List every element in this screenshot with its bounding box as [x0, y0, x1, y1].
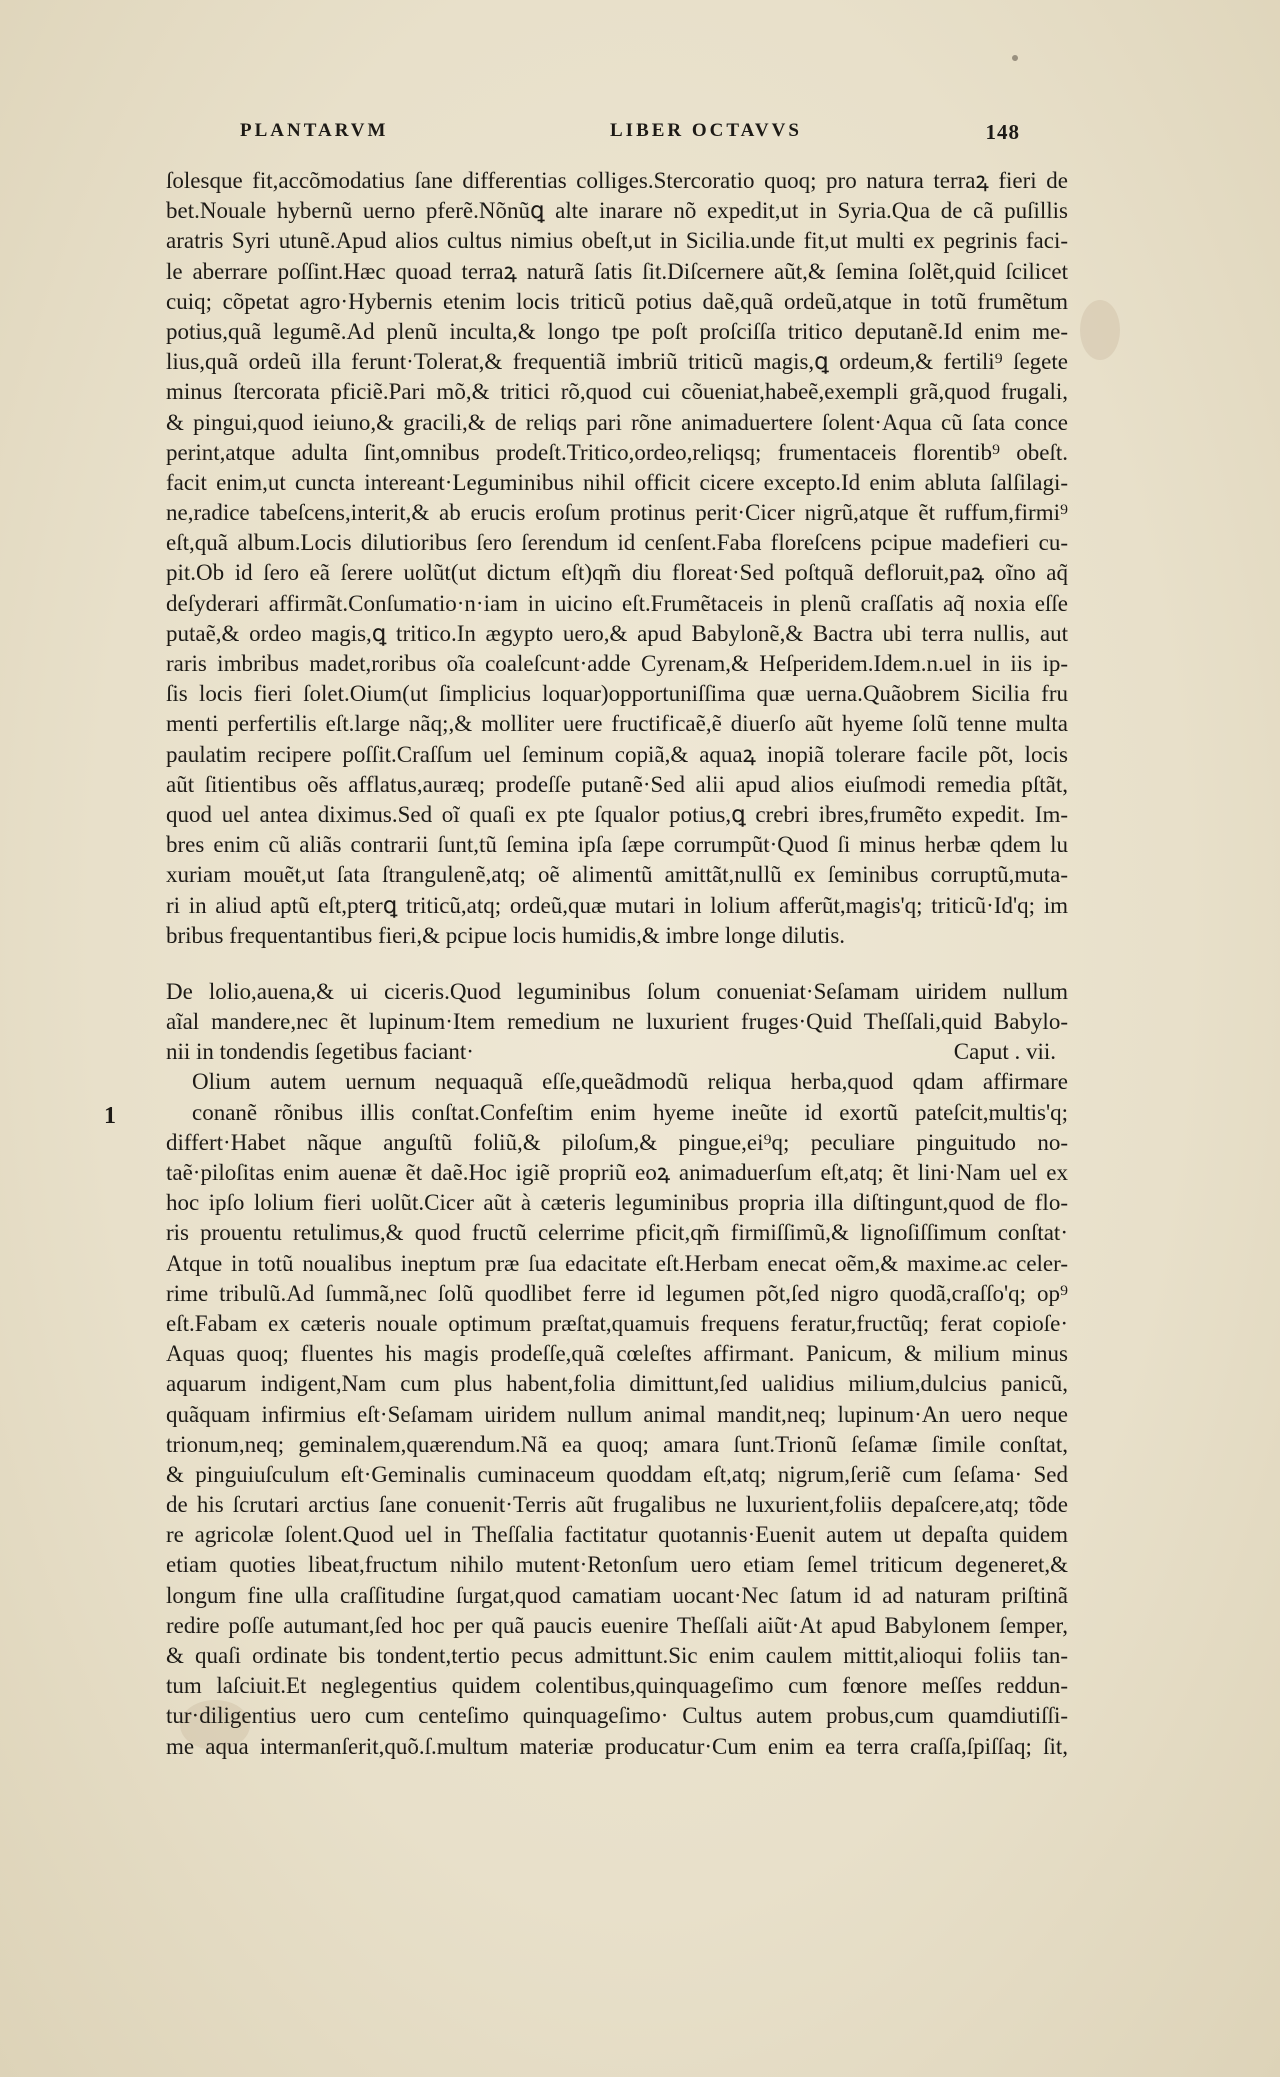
text-line: eſt.Fabam ex cæteris nouale optimum præſtat,quamuis frequens feratur,fructũq; ferat copioſe·: [166, 1310, 1068, 1336]
text-line: etiam quoties libeat,fructum nihilo mutent·Retonſum uero etiam ſemel triticum degeneret,&: [166, 1552, 1068, 1578]
text-line: paulatim recipere poſſit.Craſſum uel ſeminum copiã,& aquaꝝ inopiã tolerare facile põt, locis: [166, 741, 1068, 767]
text-line: aũt ſitientibus oẽs afflatus,auræq; prodeſſe putanẽ·Sed alii apud alios eiuſmodi remedia pſtãt,: [166, 771, 1068, 797]
text-line: cuiq; cõpetat agro·Hybernis etenim locis triticũ potius daẽ,quã ordeũ,atque in totũ frumẽtum: [166, 288, 1068, 314]
text-line: rime tribulũ.Ad ſummã,nec ſolũ quodlibet ferre id legumen põt,ſed nigro quodã,craſſo'q; op⁹: [166, 1280, 1068, 1306]
body-text: [166, 166, 1068, 1762]
text-line: conanẽ rõnibus illis conſtat.Confeſtim enim hyeme ineũte id exortũ pateſcit,multis'q;: [192, 1099, 1068, 1125]
paper-stain: [1080, 300, 1120, 360]
text-line: differt·Habet nãque anguſtũ foliũ,& piloſum,& pingue,ei⁹q; peculiare pinguitudo no-: [166, 1129, 1068, 1155]
text-line: Atque in totũ noualibus ineptum præ ſua edacitate eſt.Herbam enecat oẽm,& maxime.ac celer-: [166, 1250, 1068, 1276]
text-line: minus ſtercorata pficiẽ.Pari mõ,& tritici rõ,quod cui cõueniat,habeẽ,exempli grã,quod frugali,: [166, 379, 1068, 405]
text-line: xuriam mouẽt,ut ſata ſtrangulenẽ,atq; oẽ alimentũ amittãt,nullũ ex ſeminibus corruptũ,muta-: [166, 862, 1068, 888]
text-line: redire poſſe autumant,ſed hoc per quã paucis euenire Theſſali aiũt·At apud Babylonem ſemper,: [166, 1612, 1068, 1638]
heading-line: aĩal mandere,nec ẽt lupinum·Item remedium ne luxurient fruges·Quid Theſſali,quid Babylo-: [166, 1009, 1068, 1035]
text-line: menti perfertilis eſt.large nãq;,& molliter uere fructificaẽ,ẽ diuerſo aũt hyeme ſolũ tenne multa: [166, 711, 1068, 737]
ink-spot: [1012, 55, 1018, 61]
text-line: raris imbribus madet,roribus oĩa coaleſcunt·adde Cyrenam,& Heſperidem.Idem.n.uel in iis ip-: [166, 651, 1068, 676]
paragraph-1: [166, 166, 1068, 951]
text-line: eſt,quã album.Locis dilutioribus ſero ſerendum id cenſent.Faba floreſcens pcipue madefieri cu-: [166, 530, 1068, 556]
text-line: trionum,neq; geminalem,quærendum.Nã ea quoq; amara ſunt.Trionũ ſeſamæ ſimile conſtat,: [166, 1431, 1068, 1457]
heading-line: De lolio,auena,& ui ciceris.Quod leguminibus ſolum conueniat·Seſamam uiridem nullum: [166, 978, 1068, 1004]
text-line: ne,radice tabeſcens,interit,& ab erucis eroſum protinus perit·Cicer nigrũ,atque ẽt ruffum,firmi⁹: [166, 500, 1068, 526]
page-number: 148: [985, 120, 1020, 144]
margin-note: 1: [104, 1103, 116, 1129]
text-line: potius,quã legumẽ.Ad plenũ inculta,& longo tpe poſt proſciſſa tritico deputanẽ.Id enim me-: [166, 318, 1068, 344]
text-line: perint,atque adulta ſint,omnibus prodeſt.Tritico,ordeo,reliqsq; frumentaceis florentib⁹ obeſt.: [166, 439, 1068, 465]
paragraph-2: [166, 1067, 1068, 1761]
text-line: taẽ·piloſitas enim auenæ ẽt daẽ.Hoc igiẽ propriũ eoꝝ animaduerſum eſt,atq; ẽt lini·Nam uel ex: [166, 1160, 1068, 1185]
text-line: bres enim cũ aliãs contrarii ſunt,tũ ſemina ipſa ſæpe corrumpũt·Quod ſi minus herbæ qdem lu: [166, 832, 1068, 858]
text-line: quãquam infirmius eſt·Seſamam uiridem nullum animal mandit,neq; lupinum·An uero neque: [166, 1401, 1068, 1427]
heading-text: nii in tondendis ſegetibus faciant·: [166, 1039, 474, 1065]
chapter-label: Caput . vii.: [953, 1039, 1056, 1065]
text-line: tur·diligentius uero cum centeſimo quinquageſimo· Cultus autem probus,cum quamdiutiſſi-: [166, 1703, 1068, 1729]
text-line: bet.Nouale hybernũ uerno pferẽ.Nõnũꝗ alte inarare nõ expedit,ut in Syria.Qua de cã puſillis: [166, 198, 1068, 224]
text-line: deſyderari affirmãt.Conſumatio·n·iam in uicino eſt.Frumẽtaceis in plenũ craſſatis aq̃ noxia eſſe: [166, 590, 1068, 616]
running-head-center: LIBER OCTAVVS: [610, 120, 802, 141]
text-line: Olium autem uernum nequaquã eſſe,queãdmodũ reliqua herba,quod qdam affirmare: [192, 1069, 1068, 1095]
text-line: & quaſi ordinate bis tondent,tertio pecus admittunt.Sic enim caulem mittit,alioqui foliis tan-: [166, 1643, 1068, 1668]
text-line: aratris Syri utunẽ.Apud alios cultus nimius obeſt,ut in Sicilia.unde fit,ut multi ex pegrinis faci-: [166, 228, 1068, 254]
text-line: ri in aliud aptũ eſt,pterꝗ triticũ,atq; ordeũ,quæ mutari in lolium afferũt,magis'q; triticũ·Id'q; im: [166, 892, 1068, 918]
text-line: lius,quã ordeũ illa ferunt·Tolerat,& frequentiã imbriũ triticũ magis,ꝗ ordeum,& fertili⁹ ſegete: [166, 349, 1068, 375]
text-line: & pinguiuſculum eſt·Geminalis cuminaceum quoddam eſt,atq; nigrum,ſeriẽ cum ſeſama· Sed: [166, 1461, 1068, 1487]
text-line: pit.Ob id ſero eã ſerere uolũt(ut dictum eſt)qm̃ diu floreat·Sed poſtquã defloruit,paꝝ oĩno aq̃: [166, 560, 1068, 586]
text-line: facit enim,ut cuncta intereant·Leguminibus nihil officit cicere excepto.Id enim abluta ſalſilagi-: [166, 469, 1068, 495]
text-line: hoc ipſo lolium fieri uolũt.Cicer aũt à cæteris leguminibus propria illa diſtingunt,quod de flo-: [166, 1190, 1068, 1216]
text-line: me aqua intermanſerit,quõ.ſ.multum materiæ producatur·Cum enim ea terra craſſa,ſpiſſaq; ſit,: [166, 1733, 1068, 1759]
running-head-left: PLANTARVM: [240, 120, 389, 141]
text-line: le aberrare poſſint.Hæc quoad terraꝝ naturã ſatis ſit.Diſcernere aũt,& ſemina ſolẽt,quid ſcilicet: [166, 258, 1068, 284]
text-line: longum fine ulla craſſitudine ſurgat,quod camatiam uocant·Nec ſatum id ad naturam priſtinã: [166, 1582, 1068, 1608]
running-head: [240, 120, 1020, 150]
text-line: & pingui,quod ieiuno,& gracili,& de reliqs pari rõne animaduertere ſolent·Aqua cũ ſata conce: [166, 409, 1068, 435]
text-line: tum laſciuit.Et neglegentius quidem colentibus,quinquageſimo cum fœnore meſſes reddun-: [166, 1673, 1068, 1699]
text-line: de his ſcrutari arctius ſane conuenit·Terris aũt frugalibus ne luxurient,foliis depaſcere,atq; tõde: [166, 1492, 1068, 1518]
text-line: re agricolæ ſolent.Quod uel in Theſſalia factitatur quotannis·Euenit autem ut depaſta quidem: [166, 1522, 1068, 1548]
text-line: bribus frequentantibus fieri,& pcipue locis humidis,& imbre longe dilutis.: [166, 922, 846, 948]
text-line: aquarum indigent,Nam cum plus habent,folia dimittunt,ſed ualidius milium,dulcius panicũ,: [166, 1371, 1068, 1397]
text-line: quod uel antea diximus.Sed oĩ quaſi ex pte ſqualor potius,ꝗ crebri ibres,frumẽto expedit. Im-: [166, 801, 1068, 827]
text-line: ris prouentu retulimus,& quod fructũ celerrime pficit,qm̃ firmiſſimũ,& lignoſiſſimum conſtat·: [166, 1220, 1068, 1246]
chapter-heading: [166, 977, 1068, 1068]
text-line: Aquas quoq; fluentes his magis prodeſſe,quã cœleſtes affirmant. Panicum, & milium minus: [166, 1341, 1068, 1367]
heading-line: [166, 1037, 1068, 1067]
text-line: putaẽ,& ordeo magis,ꝗ tritico.In ægypto uero,& apud Babylonẽ,& Bactra ubi terra nullis, aut: [166, 620, 1068, 646]
text-line: ſolesque fit,accõmodatius ſane differentias colliges.Stercoratio quoq; pro natura terraꝝ fieri de: [166, 168, 1068, 193]
text-line: ſis locis fieri ſolet.Oium(ut ſimplicius loquar)opportuniſſima quæ uerna.Quãobrem Sicilia fru: [166, 681, 1068, 707]
